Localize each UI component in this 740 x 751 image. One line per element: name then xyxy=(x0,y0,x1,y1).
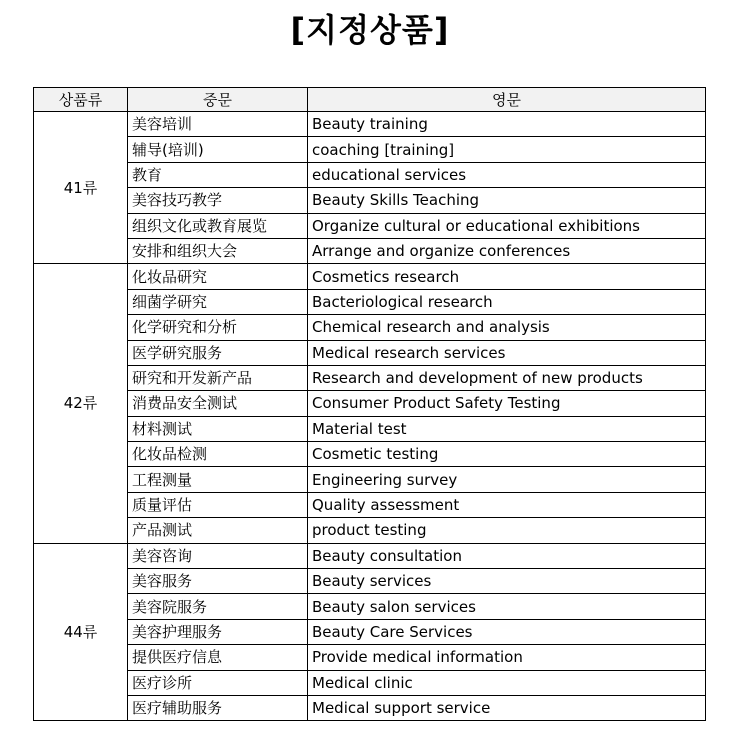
chinese-item-cell: 辅导(培训) xyxy=(128,137,308,162)
english-item-cell: Cosmetic testing xyxy=(308,442,706,467)
chinese-item-cell: 细菌学研究 xyxy=(128,289,308,314)
table-body xyxy=(34,112,706,721)
class-cell: 41류 xyxy=(34,112,128,264)
chinese-item-cell: 消费品安全测试 xyxy=(128,391,308,416)
chinese-item-cell: 教育 xyxy=(128,162,308,187)
english-item-cell: Material test xyxy=(308,416,706,441)
table-row xyxy=(34,442,706,467)
header-chinese: 중문 xyxy=(128,88,308,112)
table-row xyxy=(34,238,706,263)
chinese-item-cell: 美容院服务 xyxy=(128,594,308,619)
english-item-cell: Beauty Skills Teaching xyxy=(308,188,706,213)
english-item-cell: Cosmetics research xyxy=(308,264,706,289)
table-row xyxy=(34,492,706,517)
chinese-item-cell: 医疗诊所 xyxy=(128,670,308,695)
table-row xyxy=(34,467,706,492)
designated-goods-table xyxy=(33,87,706,721)
english-item-cell: Arrange and organize conferences xyxy=(308,238,706,263)
table-row xyxy=(34,188,706,213)
chinese-item-cell: 工程测量 xyxy=(128,467,308,492)
chinese-item-cell: 安排和组织大会 xyxy=(128,238,308,263)
english-item-cell: Chemical research and analysis xyxy=(308,315,706,340)
table-row xyxy=(34,645,706,670)
table-row xyxy=(34,213,706,238)
table-row xyxy=(34,416,706,441)
page-title: [지정상품] xyxy=(290,11,450,49)
english-item-cell: Research and development of new products xyxy=(308,365,706,390)
english-item-cell: Bacteriological research xyxy=(308,289,706,314)
english-item-cell: Beauty Care Services xyxy=(308,619,706,644)
table-row xyxy=(34,518,706,543)
table-row xyxy=(34,289,706,314)
chinese-item-cell: 化妆品研究 xyxy=(128,264,308,289)
chinese-item-cell: 美容咨询 xyxy=(128,543,308,568)
class-cell: 44류 xyxy=(34,543,128,721)
english-item-cell: Beauty consultation xyxy=(308,543,706,568)
chinese-item-cell: 美容护理服务 xyxy=(128,619,308,644)
chinese-item-cell: 美容培训 xyxy=(128,112,308,137)
table-header-row xyxy=(34,88,706,112)
chinese-item-cell: 组织文化或教育展览 xyxy=(128,213,308,238)
chinese-item-cell: 医疗辅助服务 xyxy=(128,695,308,720)
chinese-item-cell: 美容技巧教学 xyxy=(128,188,308,213)
english-item-cell: product testing xyxy=(308,518,706,543)
table-row xyxy=(34,162,706,187)
chinese-item-cell: 医学研究服务 xyxy=(128,340,308,365)
english-item-cell: Quality assessment xyxy=(308,492,706,517)
table-row xyxy=(34,569,706,594)
table-row xyxy=(34,695,706,720)
english-item-cell: Engineering survey xyxy=(308,467,706,492)
english-item-cell: Beauty services xyxy=(308,569,706,594)
english-item-cell: Medical clinic xyxy=(308,670,706,695)
chinese-item-cell: 化妆品检测 xyxy=(128,442,308,467)
english-item-cell: coaching [training] xyxy=(308,137,706,162)
header-english: 영문 xyxy=(308,88,706,112)
table-row xyxy=(34,391,706,416)
table-row xyxy=(34,315,706,340)
table-row xyxy=(34,365,706,390)
english-item-cell: Medical research services xyxy=(308,340,706,365)
english-item-cell: Beauty training xyxy=(308,112,706,137)
chinese-item-cell: 材料测试 xyxy=(128,416,308,441)
table-row xyxy=(34,594,706,619)
chinese-item-cell: 质量评估 xyxy=(128,492,308,517)
table-row xyxy=(34,340,706,365)
chinese-item-cell: 化学研究和分析 xyxy=(128,315,308,340)
chinese-item-cell: 产品测试 xyxy=(128,518,308,543)
chinese-item-cell: 提供医疗信息 xyxy=(128,645,308,670)
english-item-cell: Organize cultural or educational exhibitions xyxy=(308,213,706,238)
chinese-item-cell: 研究和开发新产品 xyxy=(128,365,308,390)
table-row xyxy=(34,137,706,162)
chinese-item-cell: 美容服务 xyxy=(128,569,308,594)
english-item-cell: Medical support service xyxy=(308,695,706,720)
english-item-cell: Provide medical information xyxy=(308,645,706,670)
header-class: 상품류 xyxy=(34,88,128,112)
class-cell: 42류 xyxy=(34,264,128,543)
table-row xyxy=(34,543,706,568)
english-item-cell: Consumer Product Safety Testing xyxy=(308,391,706,416)
table-row xyxy=(34,619,706,644)
english-item-cell: Beauty salon services xyxy=(308,594,706,619)
table-row xyxy=(34,670,706,695)
table-row xyxy=(34,264,706,289)
table-row xyxy=(34,112,706,137)
english-item-cell: educational services xyxy=(308,162,706,187)
